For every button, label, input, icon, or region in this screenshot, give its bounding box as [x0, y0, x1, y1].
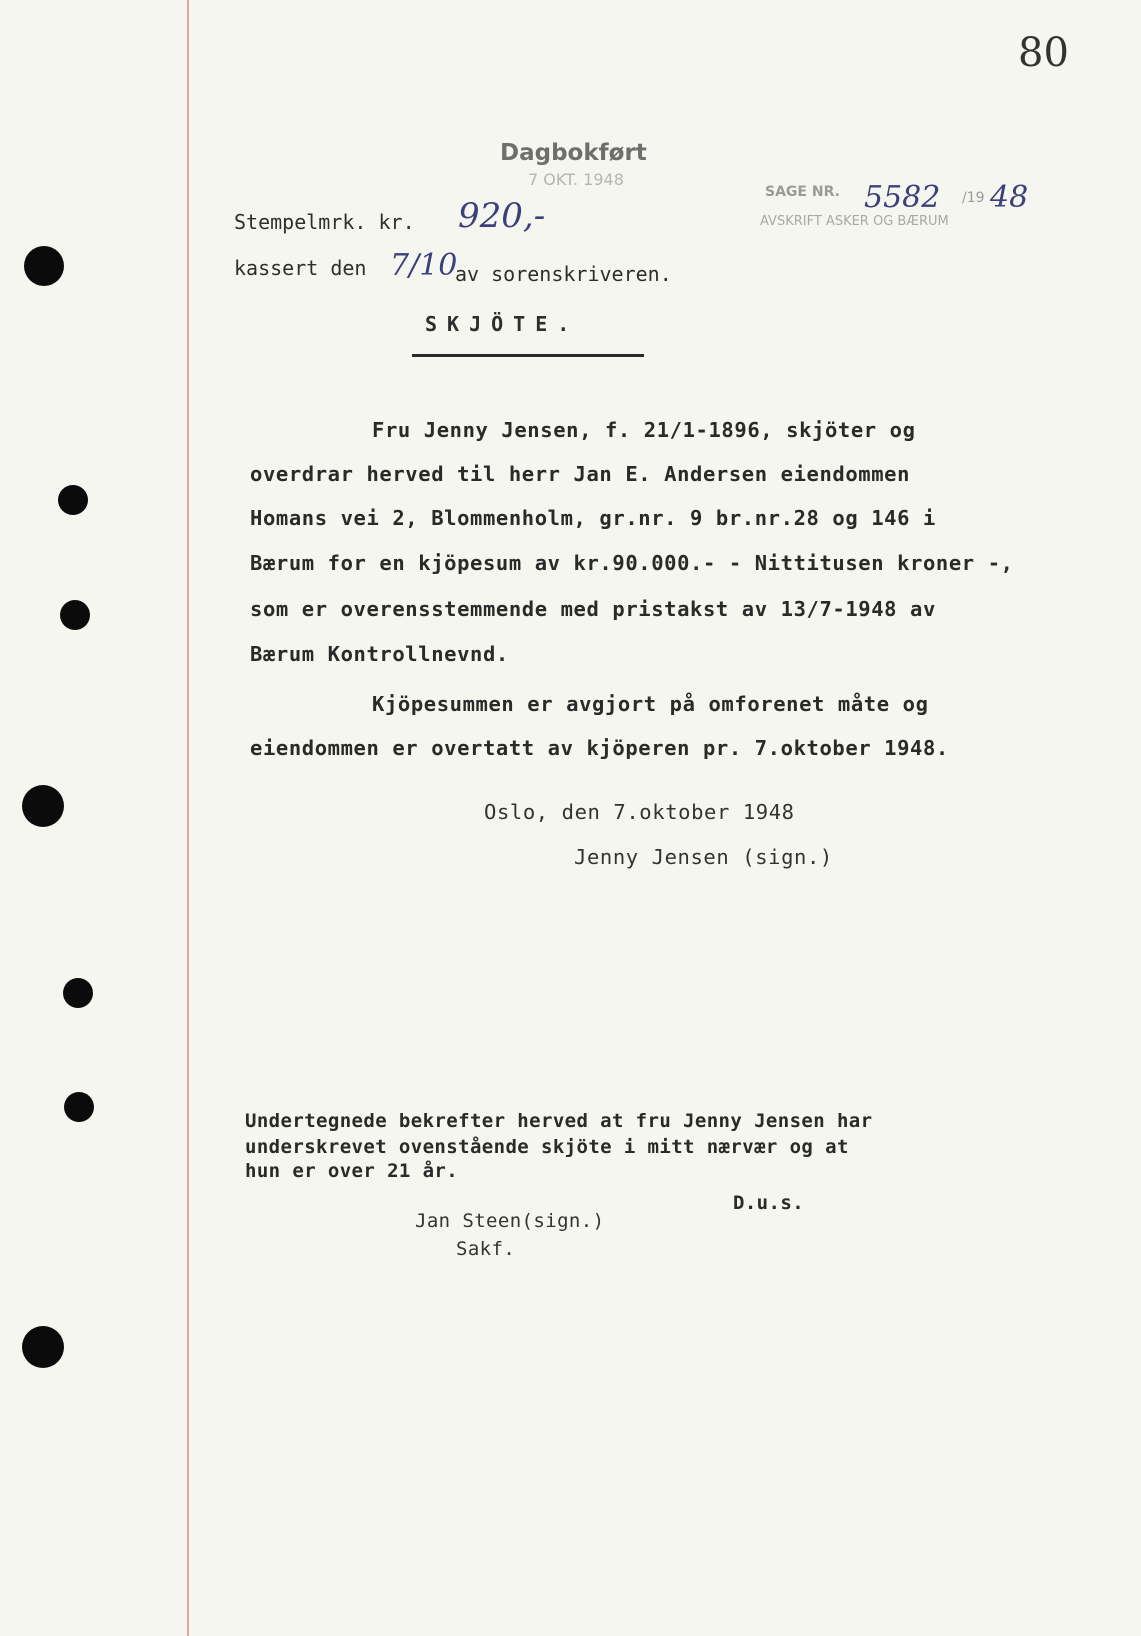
case-stamp-suffix: /19: [962, 190, 985, 206]
body-line: eiendommen er overtatt av kjöperen pr. 7.oktober 1948.: [250, 736, 949, 760]
stamp-duty-prefix: Stempelmrk. kr.: [234, 210, 415, 234]
certification-line: Undertegnede bekrefter herved at fru Jenny Jensen har: [245, 1110, 873, 1132]
binder-hole: [63, 978, 93, 1008]
binder-hole: [24, 246, 64, 286]
binder-hole: [60, 600, 90, 630]
margin-line: [187, 0, 189, 1636]
case-stamp-line2: AVSKRIFT ASKER OG BÆRUM: [760, 214, 949, 229]
title-underline: [412, 354, 644, 357]
dus-mark: D.u.s.: [733, 1192, 805, 1214]
body-line: Bærum Kontrollnevnd.: [250, 642, 509, 666]
binder-hole: [22, 785, 64, 827]
binder-hole: [58, 485, 88, 515]
signature: Jenny Jensen (sign.): [574, 845, 833, 869]
dagbokfort-stamp: Dagbokført: [500, 140, 647, 166]
body-line: Homans vei 2, Blommenholm, gr.nr. 9 br.nr.28 og 146 i: [250, 506, 936, 530]
body-line: Kjöpesummen er avgjort på omforenet måte og: [372, 692, 929, 716]
body-line: som er overensstemmende med pristakst av 13/7-1948 av: [250, 597, 936, 621]
cashed-suffix: av sorenskriveren.: [455, 262, 672, 286]
binder-hole: [64, 1092, 94, 1122]
case-year: 48: [990, 180, 1029, 215]
dagbokfort-date: 7 OKT. 1948: [528, 170, 624, 189]
stamp-duty-amount: 920,-: [458, 196, 546, 236]
witness-name: Jan Steen(sign.): [415, 1210, 605, 1232]
case-number: 5582: [864, 180, 941, 215]
document-title: SKJÖTE.: [425, 312, 580, 336]
page-number: 80: [1018, 30, 1069, 76]
binder-hole: [22, 1326, 64, 1368]
cashed-prefix: kassert den: [234, 256, 367, 280]
body-line: Bærum for en kjöpesum av kr.90.000.- - Nittitusen kroner -,: [250, 551, 1014, 575]
certification-line: underskrevet ovenstående skjöte i mitt nærvær og at: [245, 1136, 849, 1158]
certification-line: hun er over 21 år.: [245, 1160, 459, 1182]
body-line: overdrar herved til herr Jan E. Andersen eiendommen: [250, 462, 911, 486]
witness-title: Sakf.: [456, 1238, 516, 1260]
body-line: Fru Jenny Jensen, f. 21/1-1896, skjöter og: [372, 418, 916, 442]
cashed-date: 7/10: [390, 248, 458, 283]
place-date: Oslo, den 7.oktober 1948: [484, 800, 795, 824]
case-stamp-prefix: SAGE NR.: [765, 184, 840, 200]
stamp-duty-label: [234, 210, 415, 234]
